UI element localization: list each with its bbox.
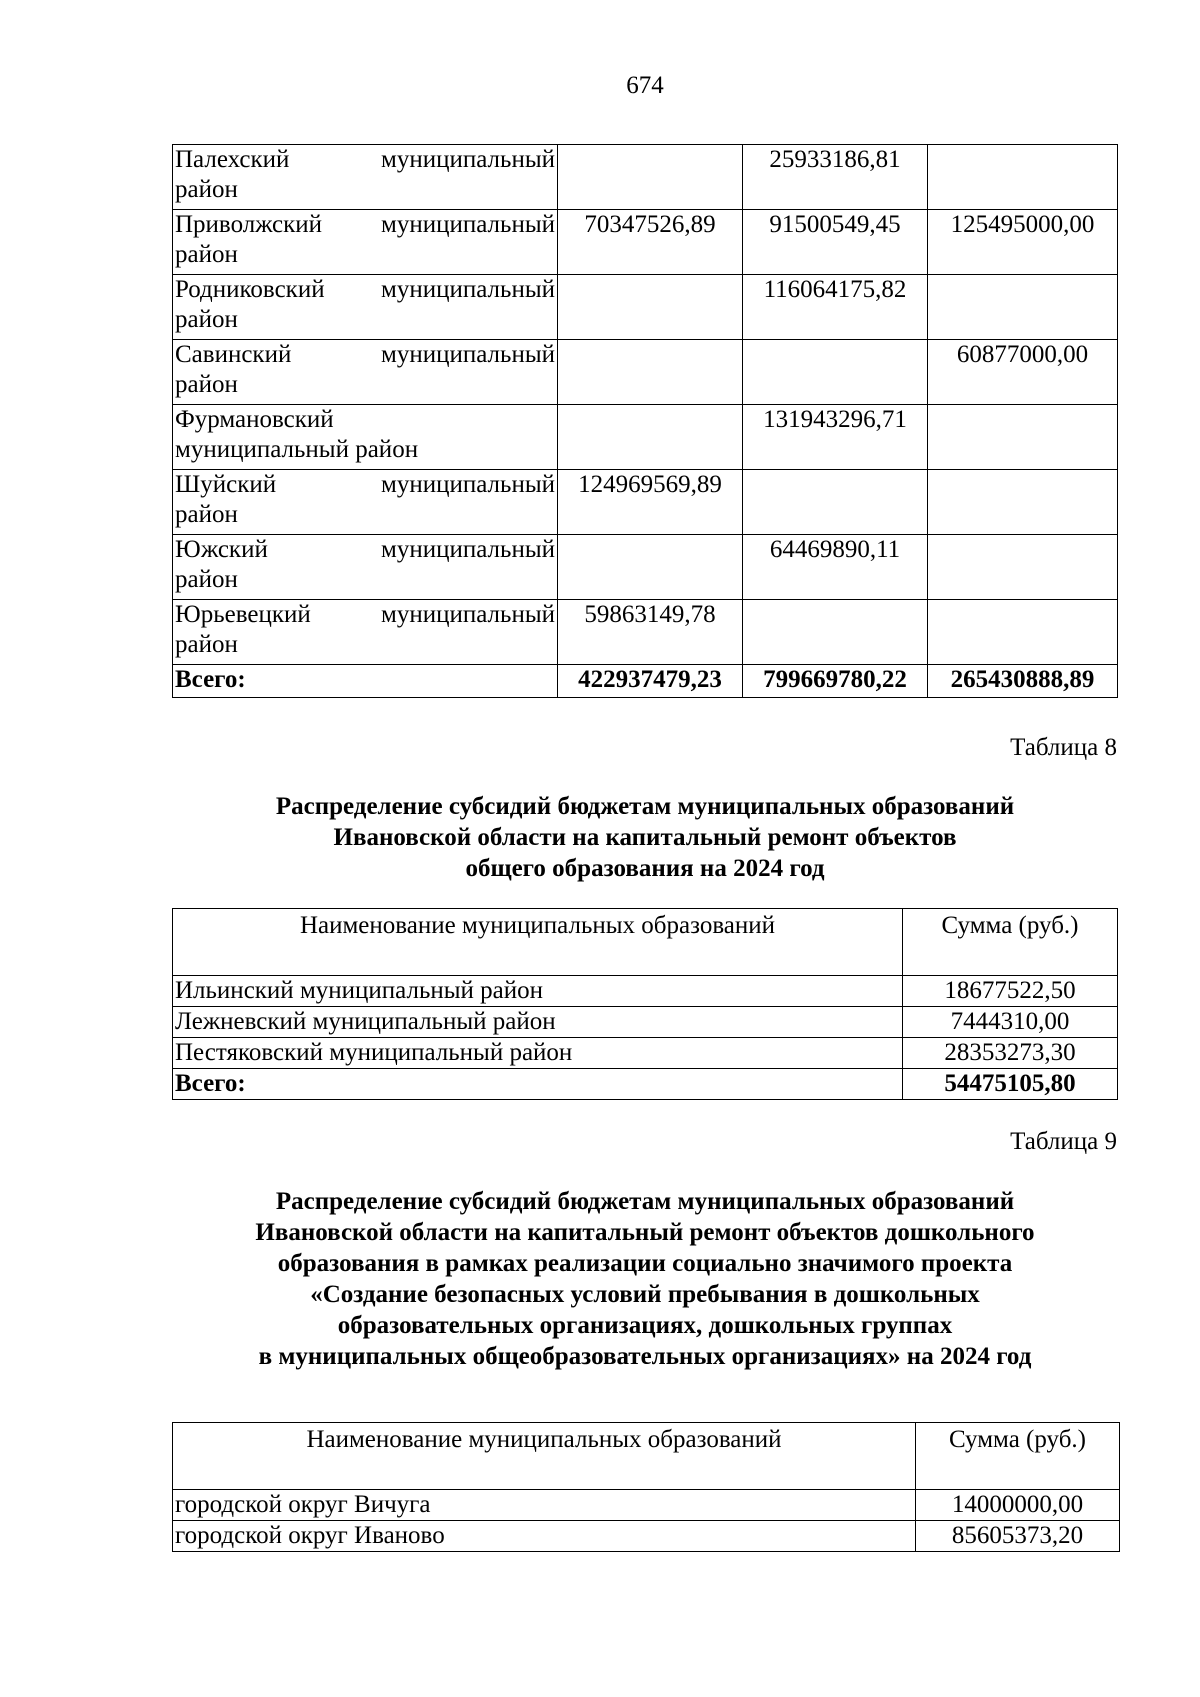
amount-cell: 7444310,00 xyxy=(903,1007,1118,1038)
amount-cell-col1: 70347526,89 xyxy=(558,210,743,275)
district-name-line: район xyxy=(175,631,238,658)
district-name-line: район xyxy=(175,371,238,398)
table9 xyxy=(172,1422,1120,1552)
district-name-part: Савинский xyxy=(175,341,292,368)
table-row xyxy=(173,405,1118,470)
amount-cell-col2 xyxy=(743,340,928,405)
table-row xyxy=(173,1007,1118,1038)
amount-cell-col3: 60877000,00 xyxy=(928,340,1118,405)
table-row-total xyxy=(173,665,1118,698)
amount-cell-col1 xyxy=(558,145,743,210)
table9-heading-line: «Создание безопасных условий пребывания в дошкольных xyxy=(310,1281,980,1308)
table9-caption: Таблица 9 xyxy=(1010,1128,1117,1155)
district-name xyxy=(173,405,558,470)
total-col2: 799669780,22 xyxy=(743,665,928,698)
amount-cell-col2: 131943296,71 xyxy=(743,405,928,470)
amount-cell-col3 xyxy=(928,405,1118,470)
district-name: городской округ Иваново xyxy=(173,1521,916,1552)
amount-cell-col2: 91500549,45 xyxy=(743,210,928,275)
district-name-line: район xyxy=(175,176,238,203)
page-number: 674 xyxy=(626,72,664,99)
district-name-part: муниципальный xyxy=(381,471,555,498)
amount-cell-col2: 116064175,82 xyxy=(743,275,928,340)
table8-caption: Таблица 8 xyxy=(1010,734,1117,761)
table9-heading xyxy=(0,1186,1200,1372)
district-name-part: муниципальный xyxy=(381,601,555,628)
district-name-part: муниципальный xyxy=(381,276,555,303)
district-name-line xyxy=(175,145,555,175)
district-name-part: Фурмановский xyxy=(175,406,334,433)
district-name-line xyxy=(175,340,555,370)
district-name: городской округ Вичуга xyxy=(173,1490,916,1521)
amount-cell-col3 xyxy=(928,470,1118,535)
table9-heading-line: образовательных организациях, дошкольных группах xyxy=(337,1312,953,1339)
table8-heading-line: Ивановской области на капитальный ремонт объектов xyxy=(333,824,957,851)
district-name-line xyxy=(175,405,555,435)
table9-heading-line: в муниципальных общеобразовательных организациях» на 2024 год xyxy=(258,1343,1032,1370)
amount-cell-col2 xyxy=(743,600,928,665)
amount-cell-col1 xyxy=(558,275,743,340)
amount-cell-col2: 64469890,11 xyxy=(743,535,928,600)
district-name-part: Родниковский xyxy=(175,276,325,303)
district-name-line xyxy=(175,210,555,240)
district-name xyxy=(173,535,558,600)
table-row xyxy=(173,535,1118,600)
amount-cell-col3 xyxy=(928,145,1118,210)
table9-header-row xyxy=(173,1423,1120,1490)
district-name-part: муниципальный xyxy=(381,211,555,238)
district-name-line xyxy=(175,600,555,630)
district-name-line: район xyxy=(175,306,238,333)
table8-body xyxy=(173,976,1118,1069)
table-row xyxy=(173,1521,1120,1552)
amount-cell-col1 xyxy=(558,405,743,470)
table-continuation xyxy=(172,144,1118,698)
amount-cell-col2: 25933186,81 xyxy=(743,145,928,210)
amount-cell: 28353273,30 xyxy=(903,1038,1118,1069)
district-name: Лежневский муниципальный район xyxy=(173,1007,903,1038)
table-row xyxy=(173,470,1118,535)
total-label: Всего: xyxy=(173,665,558,698)
table8-total-sum: 54475105,80 xyxy=(903,1069,1118,1100)
table-row xyxy=(173,1038,1118,1069)
table8-total-label: Всего: xyxy=(173,1069,903,1100)
amount-cell-col1 xyxy=(558,535,743,600)
district-name-part: муниципальный xyxy=(381,341,555,368)
amount-cell: 85605373,20 xyxy=(916,1521,1120,1552)
district-name-part: Шуйский xyxy=(175,471,277,498)
district-name-line xyxy=(175,275,555,305)
district-name: Пестяковский муниципальный район xyxy=(173,1038,903,1069)
district-name-part: Приволжский xyxy=(175,211,323,238)
table8-header-row xyxy=(173,909,1118,976)
table-row xyxy=(173,145,1118,210)
amount-cell-col1 xyxy=(558,340,743,405)
table8-row-total xyxy=(173,1069,1118,1100)
table-continuation-body xyxy=(173,145,1118,665)
amount-cell: 14000000,00 xyxy=(916,1490,1120,1521)
table-row xyxy=(173,340,1118,405)
district-name-part: муниципальный xyxy=(381,536,555,563)
district-name-line: район xyxy=(175,241,238,268)
district-name-part: Южский xyxy=(175,536,268,563)
district-name-line: район xyxy=(175,566,238,593)
table9-body xyxy=(173,1490,1120,1552)
district-name xyxy=(173,145,558,210)
amount-cell-col3 xyxy=(928,600,1118,665)
table-row xyxy=(173,600,1118,665)
table9-heading-line: Ивановской области на капитальный ремонт объектов дошкольного xyxy=(255,1219,1035,1246)
table-row xyxy=(173,210,1118,275)
district-name-line: район xyxy=(175,501,238,528)
district-name-part: Палехский xyxy=(175,146,290,173)
district-name xyxy=(173,340,558,405)
district-name-part: Юрьевецкий xyxy=(175,601,311,628)
table9-header-name: Наименование муниципальных образований xyxy=(173,1423,916,1490)
total-col1: 422937479,23 xyxy=(558,665,743,698)
amount-cell-col3 xyxy=(928,275,1118,340)
table8-heading-line: Распределение субсидий бюджетам муниципальных образований xyxy=(275,793,1015,820)
table-row xyxy=(173,976,1118,1007)
table9-heading-line: Распределение субсидий бюджетам муниципальных образований xyxy=(275,1188,1015,1215)
district-name xyxy=(173,275,558,340)
total-col3: 265430888,89 xyxy=(928,665,1118,698)
district-name xyxy=(173,210,558,275)
district-name-line xyxy=(175,535,555,565)
district-name xyxy=(173,600,558,665)
amount-cell-col3 xyxy=(928,535,1118,600)
amount-cell-col1: 59863149,78 xyxy=(558,600,743,665)
district-name-line: муниципальный район xyxy=(175,436,419,463)
table8-header-sum: Сумма (руб.) xyxy=(903,909,1118,976)
district-name xyxy=(173,470,558,535)
amount-cell-col2 xyxy=(743,470,928,535)
district-name-line xyxy=(175,470,555,500)
table-row xyxy=(173,1490,1120,1521)
table-row xyxy=(173,275,1118,340)
amount-cell: 18677522,50 xyxy=(903,976,1118,1007)
amount-cell-col3: 125495000,00 xyxy=(928,210,1118,275)
table8-heading-line: общего образования на 2024 год xyxy=(465,855,825,882)
district-name: Ильинский муниципальный район xyxy=(173,976,903,1007)
amount-cell-col1: 124969569,89 xyxy=(558,470,743,535)
table9-heading-line: образования в рамках реализации социально значимого проекта xyxy=(277,1250,1013,1277)
district-name-part: муниципальный xyxy=(381,146,555,173)
table8-header-name: Наименование муниципальных образований xyxy=(173,909,903,976)
table8-heading xyxy=(0,791,1200,884)
table9-header-sum: Сумма (руб.) xyxy=(916,1423,1120,1490)
table8 xyxy=(172,908,1118,1100)
